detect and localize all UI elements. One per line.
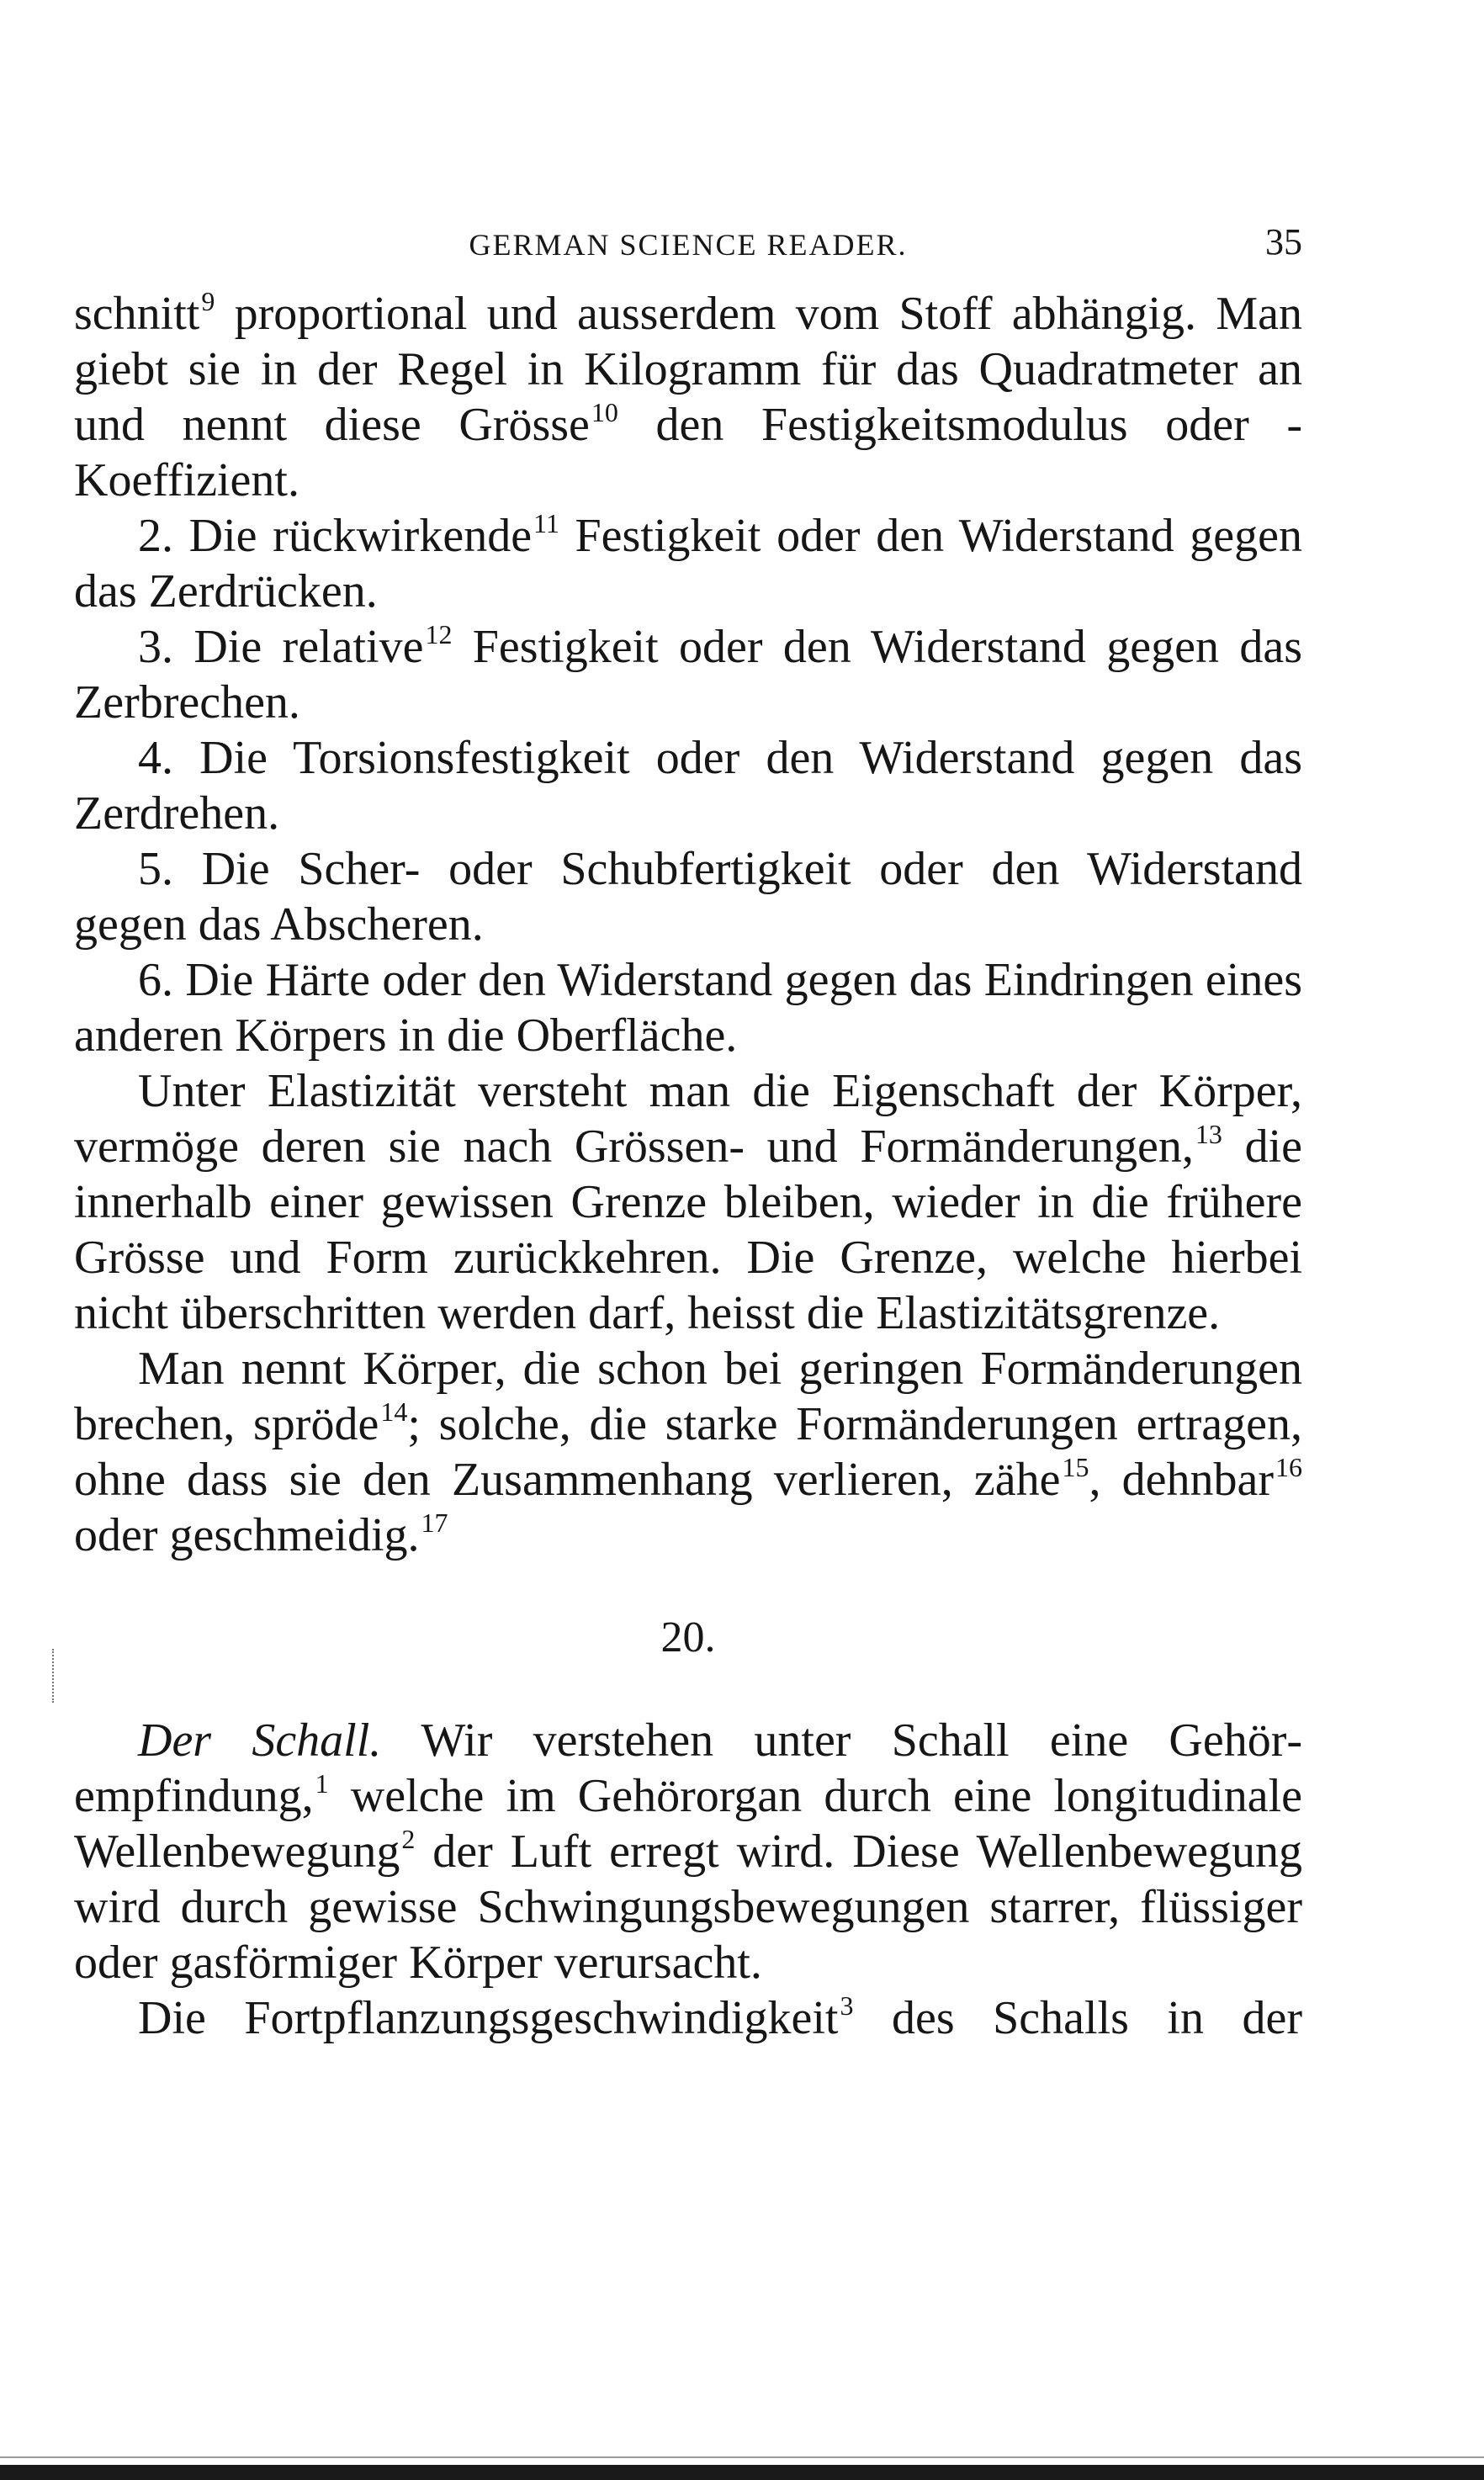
footnote-ref: 13 [1195, 1119, 1222, 1149]
text-run: ; solche, die starke Formänderungen ertragen, ohne dass sie den Zusammenhang verlieren, zähe [74, 1398, 1303, 1506]
footnote-ref: 2 [401, 1824, 416, 1854]
margin-mark [52, 1649, 56, 1703]
text-run: Festigkeit oder den Widerstand gegen das Zerbrechen. [74, 621, 1302, 729]
footnote-ref: 15 [1062, 1452, 1089, 1482]
list-item-3 [74, 619, 1302, 730]
paragraph-speed [74, 1990, 1302, 2046]
text-run: Unter Elastizität versteht man die Eigenschaft der Körper, vermöge deren sie nach Grössen- und Formänderungen, [74, 1065, 1302, 1173]
list-item-4 [74, 730, 1302, 841]
section-title: Der Schall. [138, 1714, 382, 1767]
text-run: Wir verstehen unter Schall eine Gehörempfindung, [74, 1714, 1303, 1822]
text-run: die innerhalb einer gewissen Grenze bleiben, wieder in die frühere Grösse und Form zurückkehren. Die Grenze, welche hierbei nicht überschritten werden darf, heisst die Elastizitätsgrenze. [74, 1121, 1302, 1339]
running-head [74, 220, 1302, 271]
page-number: 35 [1265, 221, 1302, 262]
footnote-ref: 17 [421, 1508, 448, 1538]
text-run: 4. Die Torsionsfestigkeit oder den Widerstand gegen das Zerdrehen. [74, 732, 1302, 840]
text-run: proportional und ausserdem vom Stoff abhängig. Man giebt sie in der Regel in Kilogramm für das Quadratmeter an und nennt diese Grösse [74, 288, 1302, 451]
running-title: GERMAN SCIENCE READER. [469, 228, 908, 262]
footnote-ref: 3 [840, 1990, 854, 2021]
footnote-ref: 1 [315, 1768, 329, 1799]
text-run: Die Fortpflanzungsgeschwindigkeit [138, 1992, 839, 2044]
paragraph-elasticity [74, 1063, 1302, 1341]
text-run: oder geschmeidig. [74, 1509, 420, 1561]
page-body [74, 286, 1302, 2046]
text-run: welche im Gehörorgan durch eine longitudinale Wellenbewegung [74, 1770, 1302, 1878]
footnote-ref: 14 [380, 1396, 408, 1427]
footnote-ref: 12 [425, 619, 453, 649]
paragraph-sound [74, 1713, 1302, 1990]
text-run: schnitt [74, 288, 200, 340]
footnote-ref: 16 [1275, 1452, 1303, 1482]
paragraph-brittleness [74, 1341, 1302, 1563]
text-run: 2. Die rückwirkende [138, 510, 533, 562]
text-run: 5. Die Scher- oder Schubfertigkeit oder den Widerstand gegen das Abscheren. [74, 843, 1302, 951]
text-run: der Luft erregt wird. Diese Wellenbewegung wird durch gewisse Schwingungsbewegungen starrer, flüssiger oder gasförmiger Körper verursacht. [74, 1826, 1302, 1989]
text-run: des Schalls in der [853, 1992, 1302, 2044]
text-run: 3. Die relative [138, 621, 424, 673]
scan-edge-bar [0, 2465, 1484, 2480]
footnote-ref: 11 [533, 508, 559, 538]
text-run: Man nennt Körper, die schon bei geringen Formänderungen brechen, spröde [74, 1343, 1302, 1450]
footnote-ref: 10 [591, 397, 618, 427]
paragraph-continued [74, 286, 1302, 508]
list-item-6 [74, 952, 1302, 1063]
footnote-ref: 9 [201, 286, 215, 316]
text-run: 6. Die Härte oder den Widerstand gegen das Eindringen eines anderen Körpers in die Oberfläche. [74, 954, 1302, 1062]
section-number: 20. [660, 1614, 716, 1661]
list-item-2 [74, 508, 1302, 619]
list-item-5 [74, 841, 1302, 952]
text-run: Festigkeit oder den Widerstand gegen das Zerdrücken. [74, 510, 1302, 617]
scan-edge-line [0, 2456, 1484, 2458]
text-run: , dehnbar [1089, 1454, 1275, 1506]
text-run: den Festigkeitsmodulus oder -Koeffizient. [74, 399, 1302, 506]
